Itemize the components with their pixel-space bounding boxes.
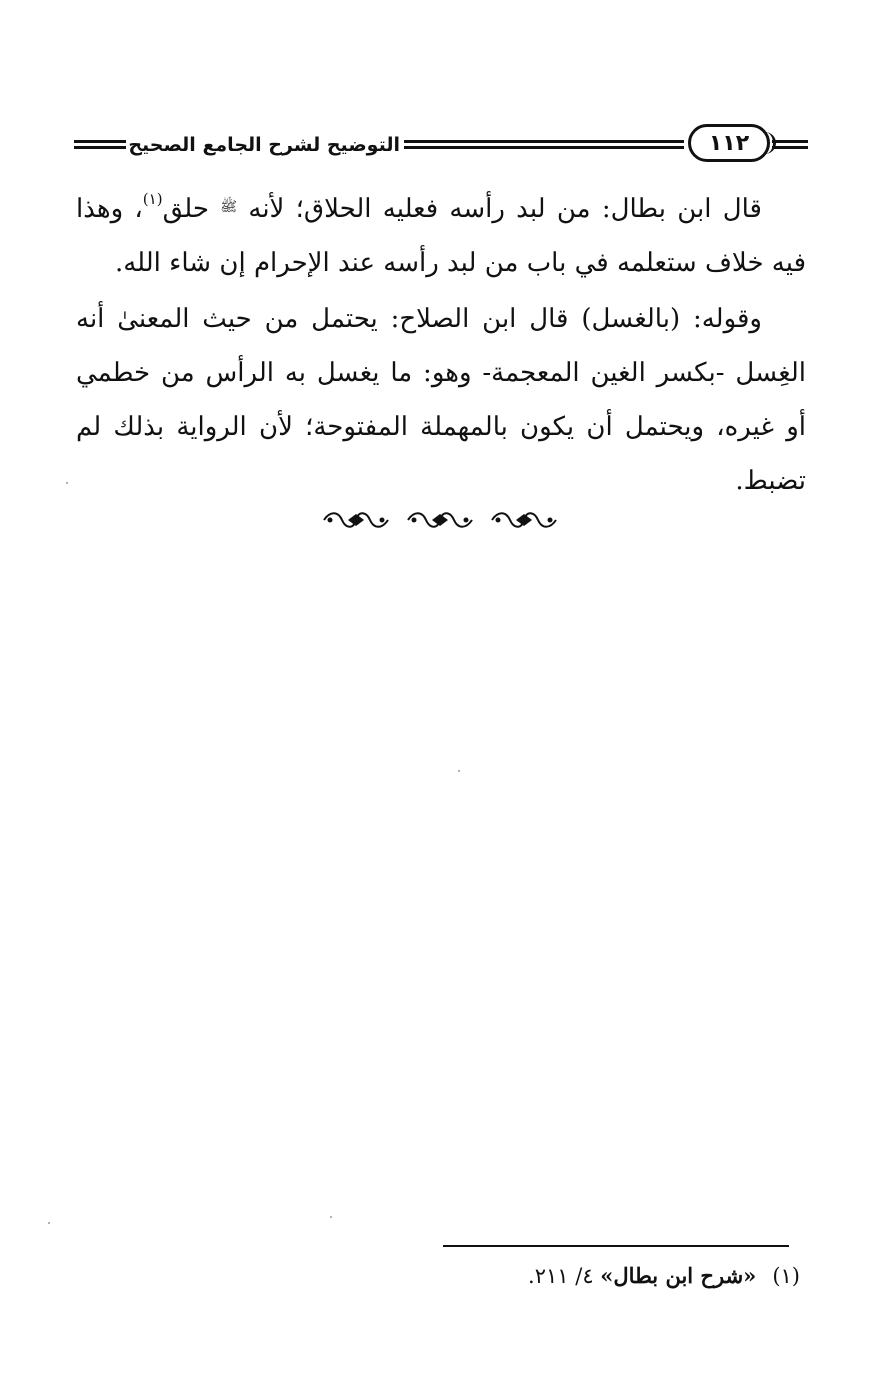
footnote-marker: (١) (772, 1264, 800, 1288)
footnote-citation: «شرح ابن بطال» (600, 1263, 757, 1288)
header-rule-right (772, 140, 808, 149)
main-text (76, 180, 806, 508)
ornament-flourish-icon (488, 509, 560, 531)
ornament-flourish-icon (404, 509, 476, 531)
paragraph-1-text-c: ، وهذا فيه خلاف ستعلمه في باب من لبد رأسه عند الإحرام إن شاء الله. (76, 194, 806, 278)
paragraph-1-text-b: حلق (162, 194, 221, 224)
footnote (300, 1258, 800, 1294)
running-title: التوضيح لشرح الجامع الصحيح (128, 134, 400, 156)
header-rule-left (74, 140, 126, 149)
ornament-flourish-icon (320, 509, 392, 531)
section-divider-ornament (320, 508, 560, 532)
scan-speck (66, 482, 68, 484)
paragraph-1-text-a: قال ابن بطال: من لبد رأسه فعليه الحلاق؛ لأنه (237, 194, 762, 224)
paragraph-2: وقوله: (بالغسل) قال ابن الصلاح: يحتمل من حيث المعنىٰ أنه الغِسل -بكسر الغين المعجمة- وهو: ما يغسل به الرأس من خطمي أو غيره، ويحتمل أن يكون بالمهملة المفتوحة؛ لأن الرواية بذلك لم تضبط. (76, 304, 806, 496)
footnote-reference[interactable]: (١) (142, 190, 163, 208)
page-number: ١١٢ (688, 124, 770, 162)
paragraph-1 (76, 180, 806, 290)
scan-speck (48, 1222, 50, 1224)
scan-speck (330, 1216, 332, 1218)
footnote-reference-text: ٤/ ٢١١. (528, 1264, 601, 1288)
scan-speck (458, 770, 460, 772)
page-header (74, 122, 808, 168)
honorific-symbol: ﷺ (220, 199, 238, 215)
header-rule-middle (404, 140, 684, 149)
footnote-separator (443, 1245, 789, 1247)
